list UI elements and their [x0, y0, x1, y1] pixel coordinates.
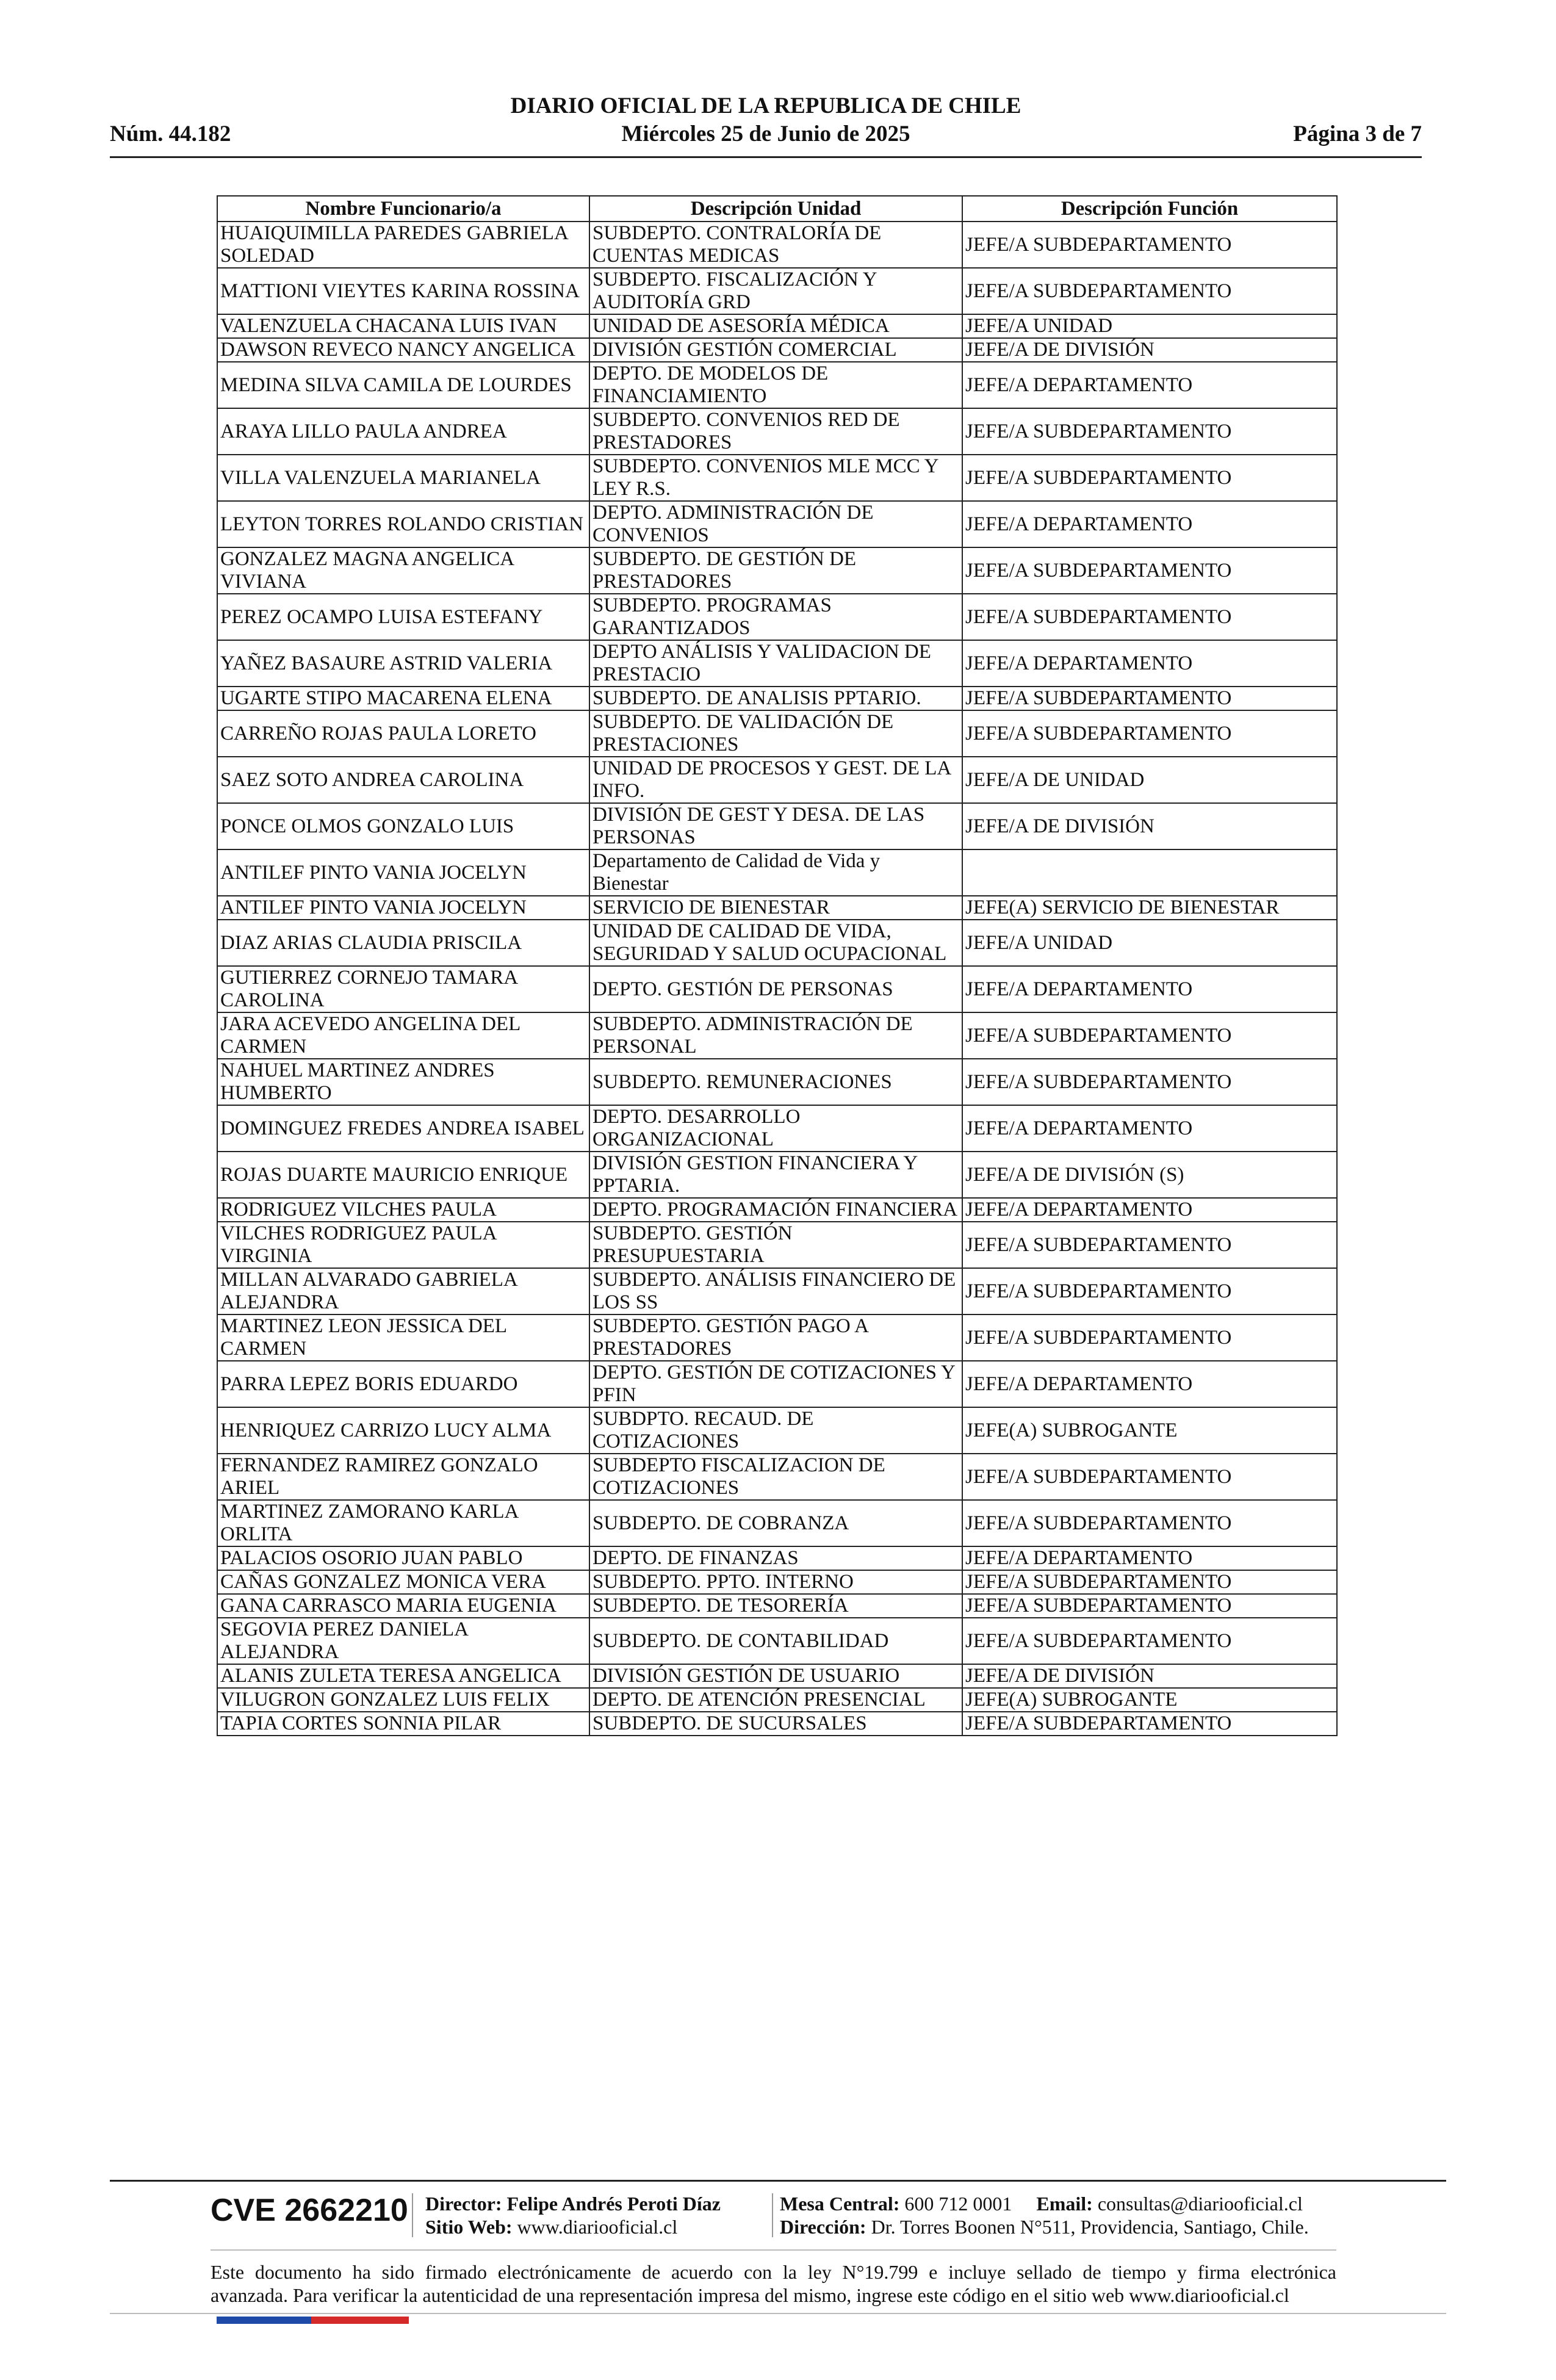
- issue-date: Miércoles 25 de Junio de 2025: [621, 121, 910, 146]
- cell-function: JEFE/A UNIDAD: [962, 920, 1337, 966]
- table-row: [217, 803, 1337, 849]
- cell-unit: DEPTO ANÁLISIS Y VALIDACION DE PRESTACIO: [589, 640, 962, 687]
- cell-name: PALACIOS OSORIO JUAN PABLO: [217, 1546, 589, 1570]
- cell-function: JEFE/A SUBDEPARTAMENTO: [962, 1454, 1337, 1500]
- cell-name: UGARTE STIPO MACARENA ELENA: [217, 687, 589, 710]
- table-row: [217, 757, 1337, 803]
- cell-unit: DEPTO. ADMINISTRACIÓN DE CONVENIOS: [589, 501, 962, 547]
- cell-function: JEFE/A DE DIVISIÓN: [962, 338, 1337, 362]
- cell-name: VILCHES RODRIGUEZ PAULA VIRGINIA: [217, 1222, 589, 1268]
- cell-name: MARTINEZ LEON JESSICA DEL CARMEN: [217, 1314, 589, 1361]
- cell-unit: SUBDEPTO FISCALIZACION DE COTIZACIONES: [589, 1454, 962, 1500]
- cell-function: JEFE/A SUBDEPARTAMENTO: [962, 1268, 1337, 1314]
- table-row: [217, 1012, 1337, 1059]
- cell-function: JEFE/A SUBDEPARTAMENTO: [962, 594, 1337, 640]
- cell-unit: DEPTO. DESARROLLO ORGANIZACIONAL: [589, 1105, 962, 1152]
- cell-function: JEFE/A DE DIVISIÓN (S): [962, 1152, 1337, 1198]
- cell-function: JEFE/A SUBDEPARTAMENTO: [962, 1500, 1337, 1546]
- footer-separator: [412, 2193, 413, 2237]
- cell-function: JEFE/A SUBDEPARTAMENTO: [962, 408, 1337, 455]
- cell-unit: SUBDEPTO. PPTO. INTERNO: [589, 1570, 962, 1594]
- footer-divider: [110, 2180, 1446, 2182]
- cve-code: CVE 2662210: [211, 2193, 408, 2228]
- cell-function: JEFE/A DEPARTAMENTO: [962, 1546, 1337, 1570]
- cell-unit: DEPTO. PROGRAMACIÓN FINANCIERA: [589, 1198, 962, 1222]
- cell-unit: SUBDEPTO. DE VALIDACIÓN DE PRESTACIONES: [589, 710, 962, 757]
- flag-stripe: [217, 2317, 409, 2324]
- email-link[interactable]: consultas@diariooficial.cl: [1097, 2193, 1303, 2215]
- cell-name: DIAZ ARIAS CLAUDIA PRISCILA: [217, 920, 589, 966]
- cell-unit: SUBDEPTO. DE CONTABILIDAD: [589, 1618, 962, 1664]
- cell-function: JEFE/A DEPARTAMENTO: [962, 362, 1337, 408]
- cell-name: LEYTON TORRES ROLANDO CRISTIAN: [217, 501, 589, 547]
- cell-unit: Departamento de Calidad de Vida y Bienestar: [589, 849, 962, 896]
- cell-name: SEGOVIA PEREZ DANIELA ALEJANDRA: [217, 1618, 589, 1664]
- cell-unit: SUBDEPTO. CONVENIOS MLE MCC Y LEY R.S.: [589, 455, 962, 501]
- cell-unit: SUBDEPTO. GESTIÓN PRESUPUESTARIA: [589, 1222, 962, 1268]
- cell-name: CAÑAS GONZALEZ MONICA VERA: [217, 1570, 589, 1594]
- cell-function: JEFE/A SUBDEPARTAMENTO: [962, 687, 1337, 710]
- cell-name: ANTILEF PINTO VANIA JOCELYN: [217, 896, 589, 920]
- cell-name: HUAIQUIMILLA PAREDES GABRIELA SOLEDAD: [217, 222, 589, 268]
- cell-function: JEFE/A DE DIVISIÓN: [962, 1664, 1337, 1688]
- cell-unit: SUBDEPTO. PROGRAMAS GARANTIZADOS: [589, 594, 962, 640]
- table-row: [217, 1105, 1337, 1152]
- cell-name: GONZALEZ MAGNA ANGELICA VIVIANA: [217, 547, 589, 594]
- table-row: [217, 1222, 1337, 1268]
- cell-unit: DEPTO. DE FINANZAS: [589, 1546, 962, 1570]
- cell-unit: DEPTO. DE MODELOS DE FINANCIAMIENTO: [589, 362, 962, 408]
- cell-function: JEFE/A SUBDEPARTAMENTO: [962, 1059, 1337, 1105]
- table-row: [217, 920, 1337, 966]
- table-row: [217, 1059, 1337, 1105]
- cell-function: JEFE/A SUBDEPARTAMENTO: [962, 1222, 1337, 1268]
- cell-unit: DIVISIÓN GESTION FINANCIERA Y PPTARIA.: [589, 1152, 962, 1198]
- cell-unit: SUBDEPTO. CONVENIOS RED DE PRESTADORES: [589, 408, 962, 455]
- cell-function: JEFE(A) SUBROGANTE: [962, 1407, 1337, 1454]
- table-row: [217, 1618, 1337, 1664]
- legal-notice-line-2: avanzada. Para verificar la autenticidad de una representación impresa del mismo, ingrese este código en el sitio web www.diariooficial.cl: [211, 2284, 1289, 2306]
- cell-unit: SUBDEPTO. GESTIÓN PAGO A PRESTADORES: [589, 1314, 962, 1361]
- phone-value: 600 712 0001: [904, 2193, 1012, 2215]
- cell-unit: DIVISIÓN GESTIÓN DE USUARIO: [589, 1664, 962, 1688]
- cell-function: JEFE/A DEPARTAMENTO: [962, 640, 1337, 687]
- cell-name: TAPIA CORTES SONNIA PILAR: [217, 1712, 589, 1736]
- cell-name: SAEZ SOTO ANDREA CAROLINA: [217, 757, 589, 803]
- cell-name: PARRA LEPEZ BORIS EDUARDO: [217, 1361, 589, 1407]
- cell-function: JEFE/A SUBDEPARTAMENTO: [962, 268, 1337, 314]
- cell-name: PEREZ OCAMPO LUISA ESTEFANY: [217, 594, 589, 640]
- cell-name: GUTIERREZ CORNEJO TAMARA CAROLINA: [217, 966, 589, 1012]
- footer-separator: [772, 2193, 773, 2237]
- table-row: [217, 1594, 1337, 1618]
- table-row: [217, 338, 1337, 362]
- cell-function: JEFE/A SUBDEPARTAMENTO: [962, 1618, 1337, 1664]
- cell-unit: SUBDEPTO. REMUNERACIONES: [589, 1059, 962, 1105]
- table-row: [217, 314, 1337, 338]
- table-row: [217, 1688, 1337, 1712]
- cell-unit: SUBDEPTO. ANÁLISIS FINANCIERO DE LOS SS: [589, 1268, 962, 1314]
- cell-function: JEFE(A) SUBROGANTE: [962, 1688, 1337, 1712]
- header-divider: [110, 156, 1422, 158]
- cell-unit: SUBDEPTO. DE SUCURSALES: [589, 1712, 962, 1736]
- cell-unit: SUBDEPTO. DE GESTIÓN DE PRESTADORES: [589, 547, 962, 594]
- cell-name: PONCE OLMOS GONZALO LUIS: [217, 803, 589, 849]
- cell-name: JARA ACEVEDO ANGELINA DEL CARMEN: [217, 1012, 589, 1059]
- footer-contact: [780, 2192, 1303, 2215]
- cell-function: JEFE/A DEPARTAMENTO: [962, 501, 1337, 547]
- cell-name: MEDINA SILVA CAMILA DE LOURDES: [217, 362, 589, 408]
- table-row: [217, 1407, 1337, 1454]
- website-label: Sitio Web:: [425, 2216, 513, 2238]
- cell-function: JEFE/A SUBDEPARTAMENTO: [962, 1594, 1337, 1618]
- cell-name: MARTINEZ ZAMORANO KARLA ORLITA: [217, 1500, 589, 1546]
- issue-number: Núm. 44.182: [110, 121, 231, 146]
- page-header: [110, 93, 1422, 155]
- cell-function: JEFE/A SUBDEPARTAMENTO: [962, 1012, 1337, 1059]
- cell-name: YAÑEZ BASAURE ASTRID VALERIA: [217, 640, 589, 687]
- cell-unit: DEPTO. GESTIÓN DE COTIZACIONES Y PFIN: [589, 1361, 962, 1407]
- cell-function: JEFE/A DE UNIDAD: [962, 757, 1337, 803]
- table-row: [217, 710, 1337, 757]
- cell-function: JEFE/A SUBDEPARTAMENTO: [962, 222, 1337, 268]
- cell-name: MATTIONI VIEYTES KARINA ROSSINA: [217, 268, 589, 314]
- cell-function: JEFE/A SUBDEPARTAMENTO: [962, 710, 1337, 757]
- column-header-function: Descripción Función: [962, 196, 1337, 222]
- cell-unit: SUBDEPTO. ADMINISTRACIÓN DE PERSONAL: [589, 1012, 962, 1059]
- cell-name: GANA CARRASCO MARIA EUGENIA: [217, 1594, 589, 1618]
- cell-unit: SERVICIO DE BIENESTAR: [589, 896, 962, 920]
- cell-unit: SUBDEPTO. DE ANALISIS PPTARIO.: [589, 687, 962, 710]
- footer-website: [425, 2215, 677, 2238]
- cell-name: NAHUEL MARTINEZ ANDRES HUMBERTO: [217, 1059, 589, 1105]
- cell-unit: SUBDEPTO. DE COBRANZA: [589, 1500, 962, 1546]
- gazette-title: DIARIO OFICIAL DE LA REPUBLICA DE CHILE: [510, 93, 1021, 118]
- cell-name: HENRIQUEZ CARRIZO LUCY ALMA: [217, 1407, 589, 1454]
- cell-unit: SUBDPTO. RECAUD. DE COTIZACIONES: [589, 1407, 962, 1454]
- cell-unit: UNIDAD DE ASESORÍA MÉDICA: [589, 314, 962, 338]
- cell-function: JEFE/A SUBDEPARTAMENTO: [962, 1712, 1337, 1736]
- footer-bottom-divider: [110, 2313, 1446, 2314]
- email-label: Email:: [1036, 2193, 1093, 2215]
- flag-blue-segment: [217, 2317, 311, 2324]
- cell-unit: SUBDEPTO. CONTRALORÍA DE CUENTAS MEDICAS: [589, 222, 962, 268]
- legal-notice-line-1: Este documento ha sido firmado electrónicamente de acuerdo con la ley N°19.799 e incluye sellado de tiempo y firma electrónica: [211, 2261, 1336, 2283]
- table-row: [217, 896, 1337, 920]
- cell-unit: DIVISIÓN DE GEST Y DESA. DE LAS PERSONAS: [589, 803, 962, 849]
- cell-name: ROJAS DUARTE MAURICIO ENRIQUE: [217, 1152, 589, 1198]
- footer-director: [425, 2192, 721, 2215]
- table-row: [217, 687, 1337, 710]
- footer-inner-divider: [211, 2249, 1336, 2251]
- cell-unit: UNIDAD DE PROCESOS Y GEST. DE LA INFO.: [589, 757, 962, 803]
- cell-function: JEFE/A DEPARTAMENTO: [962, 966, 1337, 1012]
- cell-function: JEFE/A SUBDEPARTAMENTO: [962, 1570, 1337, 1594]
- cell-function: JEFE/A UNIDAD: [962, 314, 1337, 338]
- cell-unit: UNIDAD DE CALIDAD DE VIDA, SEGURIDAD Y SALUD OCUPACIONAL: [589, 920, 962, 966]
- table-row: [217, 501, 1337, 547]
- table-row: [217, 1546, 1337, 1570]
- table-row: [217, 1500, 1337, 1546]
- cell-name: FERNANDEZ RAMIREZ GONZALO ARIEL: [217, 1454, 589, 1500]
- table-row: [217, 1712, 1337, 1736]
- officials-table: [217, 195, 1338, 1736]
- cell-unit: DIVISIÓN GESTIÓN COMERCIAL: [589, 338, 962, 362]
- table-row: [217, 268, 1337, 314]
- table-row: [217, 1361, 1337, 1407]
- cell-name: VILLA VALENZUELA MARIANELA: [217, 455, 589, 501]
- cell-unit: DEPTO. DE ATENCIÓN PRESENCIAL: [589, 1688, 962, 1712]
- cell-name: ARAYA LILLO PAULA ANDREA: [217, 408, 589, 455]
- cell-name: CARREÑO ROJAS PAULA LORETO: [217, 710, 589, 757]
- page-number: Página 3 de 7: [1293, 121, 1422, 146]
- cell-name: ANTILEF PINTO VANIA JOCELYN: [217, 849, 589, 896]
- cell-function: [962, 849, 1337, 896]
- table-body: [217, 222, 1337, 1736]
- phone-label: Mesa Central:: [780, 2193, 900, 2215]
- cell-function: JEFE/A SUBDEPARTAMENTO: [962, 455, 1337, 501]
- cell-function: JEFE/A DEPARTAMENTO: [962, 1198, 1337, 1222]
- cell-function: JEFE/A DE DIVISIÓN: [962, 803, 1337, 849]
- cell-name: DOMINGUEZ FREDES ANDREA ISABEL: [217, 1105, 589, 1152]
- table-row: [217, 1198, 1337, 1222]
- cell-function: JEFE/A DEPARTAMENTO: [962, 1105, 1337, 1152]
- cell-function: JEFE/A SUBDEPARTAMENTO: [962, 1314, 1337, 1361]
- table-row: [217, 1152, 1337, 1198]
- cell-name: MILLAN ALVARADO GABRIELA ALEJANDRA: [217, 1268, 589, 1314]
- table-row: [217, 222, 1337, 268]
- table-row: [217, 1314, 1337, 1361]
- director-name: Felipe Andrés Peroti Díaz: [506, 2193, 721, 2215]
- cell-name: DAWSON REVECO NANCY ANGELICA: [217, 338, 589, 362]
- table-row: [217, 1268, 1337, 1314]
- address-value: Dr. Torres Boonen N°511, Providencia, Santiago, Chile.: [871, 2216, 1309, 2238]
- website-link[interactable]: www.diariooficial.cl: [517, 2216, 678, 2238]
- table-row: [217, 1570, 1337, 1594]
- footer-address: [780, 2215, 1309, 2238]
- cell-function: JEFE/A DEPARTAMENTO: [962, 1361, 1337, 1407]
- cell-name: VALENZUELA CHACANA LUIS IVAN: [217, 314, 589, 338]
- cell-function: JEFE/A SUBDEPARTAMENTO: [962, 547, 1337, 594]
- table-row: [217, 640, 1337, 687]
- cell-function: JEFE(A) SERVICIO DE BIENESTAR: [962, 896, 1337, 920]
- table-row: [217, 1454, 1337, 1500]
- table-row: [217, 594, 1337, 640]
- column-header-unit: Descripción Unidad: [589, 196, 962, 222]
- cell-name: ALANIS ZULETA TERESA ANGELICA: [217, 1664, 589, 1688]
- cell-name: RODRIGUEZ VILCHES PAULA: [217, 1198, 589, 1222]
- cell-unit: DEPTO. GESTIÓN DE PERSONAS: [589, 966, 962, 1012]
- table-row: [217, 455, 1337, 501]
- cell-unit: SUBDEPTO. FISCALIZACIÓN Y AUDITORÍA GRD: [589, 268, 962, 314]
- table-row: [217, 1664, 1337, 1688]
- flag-red-segment: [311, 2317, 409, 2324]
- column-header-name: Nombre Funcionario/a: [217, 196, 589, 222]
- table-row: [217, 362, 1337, 408]
- cell-name: VILUGRON GONZALEZ LUIS FELIX: [217, 1688, 589, 1712]
- table-row: [217, 547, 1337, 594]
- table-row: [217, 408, 1337, 455]
- address-label: Dirección:: [780, 2216, 866, 2238]
- director-label: Director:: [425, 2193, 502, 2215]
- table-header-row: [217, 196, 1337, 222]
- cell-unit: SUBDEPTO. DE TESORERÍA: [589, 1594, 962, 1618]
- table-row: [217, 849, 1337, 896]
- table-row: [217, 966, 1337, 1012]
